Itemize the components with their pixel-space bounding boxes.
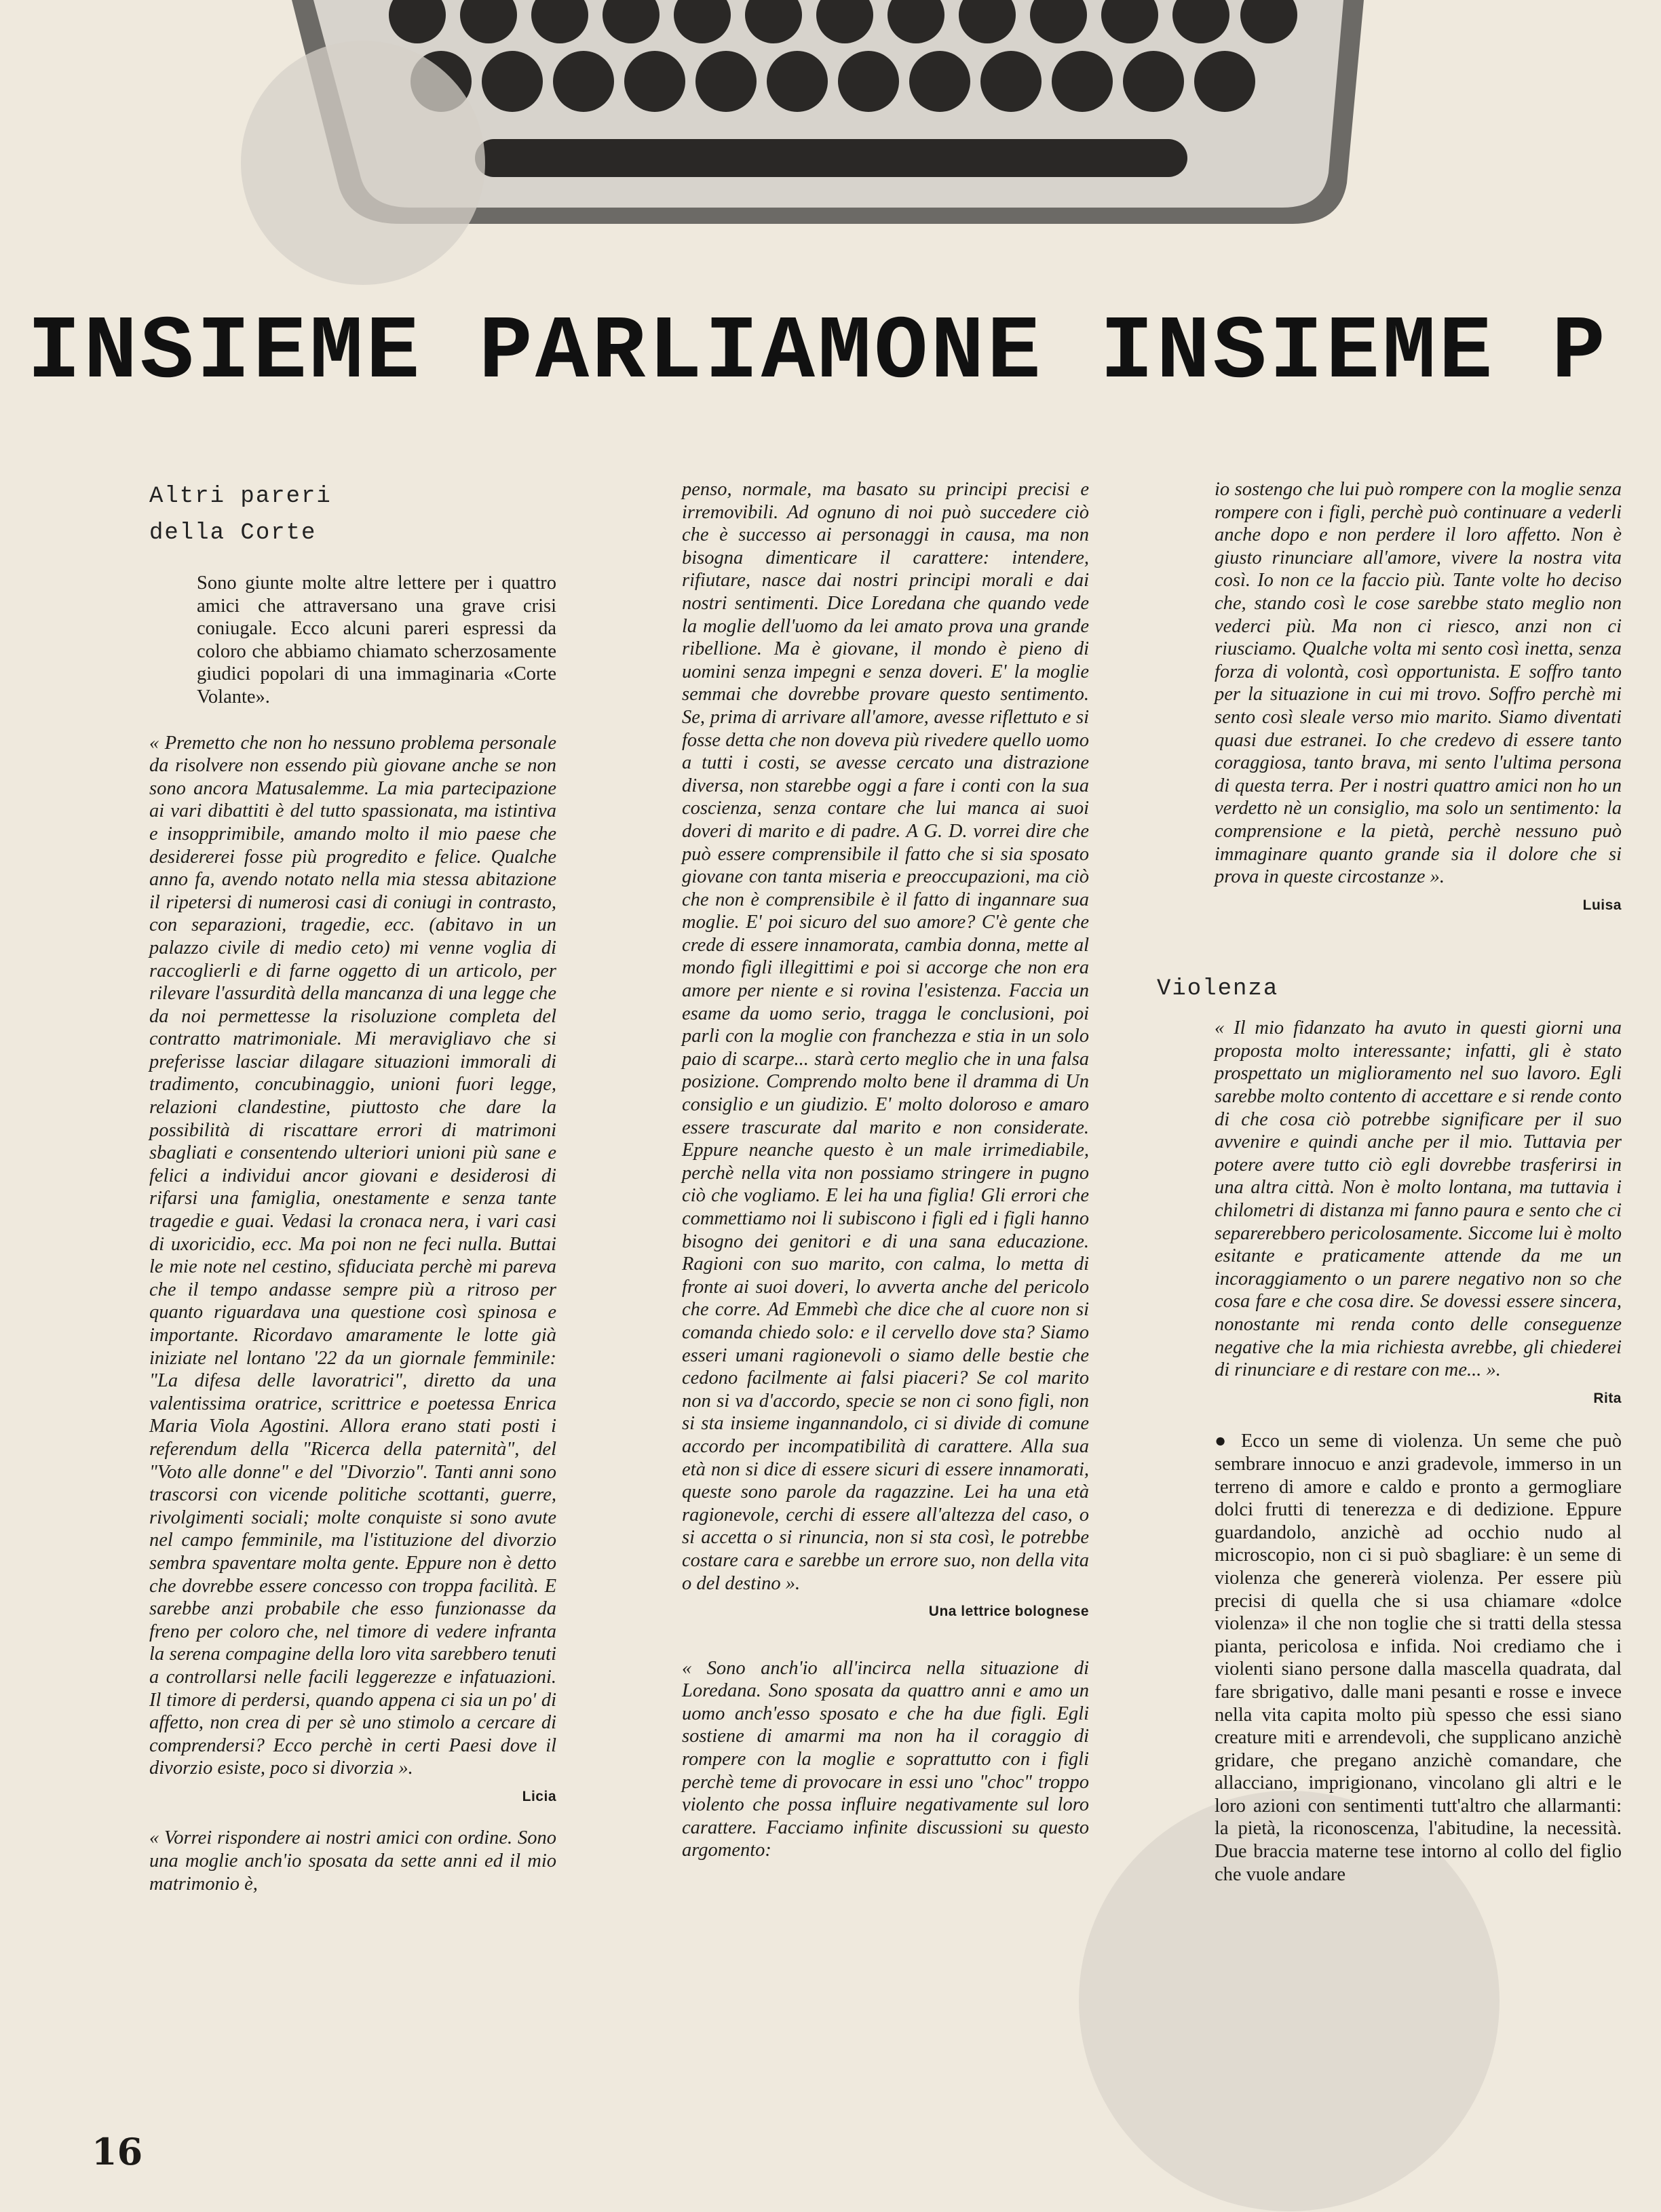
editor-answer: ● Ecco un seme di violenza. Un seme che può sembrare innocuo e anzi gradevole, immerso in un terreno di amore e caldo e pronto a germogliare dolci frutti di tenerezza e di dedizione. Eppure guardandolo, anzichè ad occhio nudo al microscopio, non ci si può sbagliare: è un seme di violenza che genererà violenza. Per essere più precisi di quella che si usa chiamare «dolce violenza» il che non toglie che si tratti della stessa pianta, pericolosa e infida. Noi crediamo che i violenti siano persone dalla mascella quadrata, dal fare sbrigativo, dalle mani pesanti e rosse e invece nella vita capita molto più spesso che essi siano creature miti e arrendevoli, che supplicano anzichè gridare, che pregano anzichè comandare, che allacciano, imprigionano, vincolano gli altri e le loro azioni con sentimenti tutt'altro che allarmanti: la pietà, la riconoscenza, l'abitudine, la necessità. Due braccia materne tese intorno al collo del figlio che vuole andare	[1215, 1431, 1622, 1885]
section-title: della Corte	[149, 520, 317, 546]
article-intro: Sono giunte molte altre lettere per i quattro amici che attraversano una grave crisi coniugale. Ecco alcuni pareri espressi da coloro che abbiamo chiamato scherzosamente giudici popolari di una immaginaria «Corte Volante».	[197, 573, 556, 707]
page-headline: INSIEME PARLIAMONE INSIEME P	[27, 302, 1608, 404]
decorative-disc	[241, 41, 485, 285]
letter-signature: Una lettrice bolognese	[928, 1604, 1089, 1620]
article-column-1	[149, 478, 556, 1895]
reader-letter: io sostengo che lui può rompere con la moglie senza rompere con i figli, perchè può continuare a vederli anche dopo e non perdere il loro affetto. Non è giusto rinunciare all'amore, vivere la nostra vita così. Io non ce la faccio più. Tante volte ho deciso che, stando così le cose sarebbe stato meglio non vederci più. Ma non ci riesco, anzi non ci riusciamo. Qualche volta mi sento così inetta, senza forza di volontà, così opportunista. E soffro tanto per la situazione in cui mi trovo. Soffro perchè mi sento così sleale verso mio marito. Siamo diventati quasi due estranei. Io che credevo di essere tanto coraggiosa, tanto brava, mi sento l'ultima persona di questa terra. Per i nostri quattro amici non ho un verdetto nè un consiglio, ma solo un sentimento: la comprensione e la pietà, perchè nessuno può immaginare quanto grande sia il dolore che si prova in queste circostanze ».	[1215, 479, 1622, 888]
reader-letter: « Sono anch'io all'incirca nella situazione di Loredana. Sono sposata da quattro anni e amo un uomo anch'esso sposato e che ha due figli. Egli sostiene di amarmi ma non ha il coraggio di rompere con la moglie e soprattutto con i figli perchè teme di provocare in essi uno "choc" troppo violento che possa influire negativamente sul loro carattere. Facciamo infinite discussioni su questo argomento:	[682, 1657, 1089, 1861]
letter-signature: Licia	[522, 1788, 556, 1804]
article-column-3	[1157, 478, 1622, 1886]
reader-letter: penso, normale, ma basato su principi precisi e irremovibili. Ad ognuno di noi può succedere ciò che è successo ai personaggi in causa, ma non bisogna dimenticare il carattere: intendere, rifiutare, nasce dai nostri principi morali e dai nostri sentimenti. Dice Loredana che quando vede la moglie dell'uomo da lei amato prova una grande ribellione. Ma è giovane, il mondo è pieno di uomini senza impegni e senza doveri. E' la moglie semmai che dovrebbe provare questo sentimento. Se, prima di arrivare all'amore, avesse riflettuto e si fosse detta che non doveva più rivedere quello uomo a tutti i costi, se avesse cercato una distrazione diversa, non starebbe oggi a fare i conti con la sua coscienza, senza contare che lui manca ai suoi doveri di marito e di padre. A G. D. vorrei dire che può essere comprensibile il fatto che si sia sposato giovane con tanta miseria e preoccupazioni, ma ciò che non è comprensibile è il fatto di ingannare sua moglie. E' poi sicuro del suo amore? C'è gente che crede di essere innamorata, cambia donna, mette al mondo figli illegittimi e poi si accorge che non era amore per niente e si rovina l'esistenza. Faccia un esame da uomo serio, tragga le conclusioni, poi parli con la moglie con franchezza e stia in un solo paio di scarpe... starà certo meglio che in una falsa posizione. Comprendo molto bene il dramma di Un consiglio e un giudizio. E' molto doloroso e amaro essere trascurate dal marito e non considerate. Eppure neanche questo è un male irrimediabile, perchè nella vita non possiamo stringere in pugno ciò che vogliamo. E lei ha una figlia! Gli errori che commettiamo noi li subiscono i figli ed i figli hanno bisogno dei genitori e di una sana educazione. Ragioni con suo marito, con calma, lo metta di fronte ai suoi doveri, lo avverta anche del pericolo che corre. Ad Emmebì che dice che al cuore non si comanda chiedo solo: e il cervello dove sta? Siamo esseri umani ragionevoli o siamo delle bestie che cedono facilmente ai falsi piaceri? Se col marito non si va d'accordo, specie se non ci sono figli, non si sta insieme ingannandolo, ci si divide di comune accordo per incompatibilità di carattere. Alla sua età non si dice di essere sicuri di essere innamorati, queste sono parole da ragazzine. Lei ha una età ragionevole, cerchi di essere all'altezza del caso, o si accetta o si rinuncia, non si sta così, le potrebbe costare cara e sarebbe un errore suo, non della vita o del destino ».	[682, 479, 1089, 1594]
letter-signature: Luisa	[1582, 897, 1622, 913]
reader-letter: « Il mio fidanzato ha avuto in questi giorni una proposta molto interessante; infatti, gli è stato prospettato un miglioramento nel suo lavoro. Egli sarebbe molto contento di accettare e si rende conto di che cosa ciò potrebbe significare per il suo avvenire e quindi anche per il mio. Tuttavia per potere avere tutto ciò egli dovrebbe trasferirsi in una altra città. Non è molto lontana, ma tuttavia i chilometri di distanza mi fanno paura e sento che ci separerebbero pericolosamente. Siccome lui è molto esitante e praticamente attende da me un incoraggiamento o un parere negativo non so che cosa fare e che cosa dire. Se dovessi essere sincera, nonostante mi renda conto delle conseguenze negative che la mia richiesta avrebbe, gli chiederei di rinunciare e di restare con me... ».	[1215, 1017, 1622, 1381]
section-title: Violenza	[1157, 976, 1279, 1003]
page-number: 16	[92, 2130, 143, 2173]
article-column-2	[682, 478, 1089, 1862]
section-title: Altri pareri	[149, 484, 332, 509]
letter-signature: Rita	[1593, 1390, 1622, 1406]
reader-letter: « Premetto che non ho nessuno problema personale da risolvere non essendo più giovane anche se non sono ancora Matusalemme. La mia partecipazione ai vari dibattiti è del tutto spassionata, ma istintiva e insopprimibile, amando molto il mio paese che desidererei fosse più progredito e felice. Qualche anno fa, avendo notato nella mia stessa abitazione il ripetersi di numerosi casi di coniugi in contrasto, con separazioni, tragedie, ecc. (abitavo in un palazzo civile di medio ceto) mi venne voglia di raccoglierli e di farne oggetto di un articolo, per rilevare l'assurdità della mancanza di una legge che da noi permettesse la risoluzione completa del contratto matrimoniale. Mi meravigliavo che si preferisse lasciar dilagare situazioni immorali di tradimento, concubinaggio, unioni fuori legge, relazioni clandestine, piuttosto che dare la possibilità di riscattare errori di matrimoni sbagliati e consentendo ulteriori unioni più sane e felici a individui ancor giovani e desiderosi di rifarsi una famiglia, onestamente e senza tante tragedie e guai. Vedasi la cronaca nera, i vari casi di uxoricidio, ecc. Ma poi non ne feci nulla. Buttai le mie note nel cestino, sfiduciata perchè mi pareva che il tempo andasse sempre più a ritroso per quanto riguardava una questione così spinosa e importante. Ricordavo amaramente le lotte già iniziate nel lontano '22 da un giornale femminile: "La difesa delle lavoratrici", diretto da una valentissima oratrice, scrittrice e poetessa Enrica Maria Viola Agostini. Allora erano stati posti i referendum della "Ricerca della paternità", del "Voto alle donne" e del "Divorzio". Tanti anni sono trascorsi con vicende politiche scottanti, guerre, rivolgimenti sociali; molte conquiste si sono avute nel campo femminile, ma l'istituzione del divorzio sembra spaventare molta gente. Eppure non è detto che dovrebbe essere concesso con troppa facilità. E sarebbe anzi probabile che esso funzionasse da freno per coloro che, nel timore di vedere infranta la serena compagine della loro vita sarebbero tenuti a controllarsi nelle facili leggerezze e infatuazioni. Il timore di perdersi, quando appena ci sia un po' di affetto, non crea di per sè uno stimolo a cercare di comprendersi? Ecco perchè in certi Paesi dove il divorzio esiste, poco si divorzia ».	[149, 732, 556, 1779]
reader-letter: « Vorrei rispondere ai nostri amici con ordine. Sono una moglie anch'io sposata da sette anni ed il mio matrimonio è,	[149, 1827, 556, 1895]
